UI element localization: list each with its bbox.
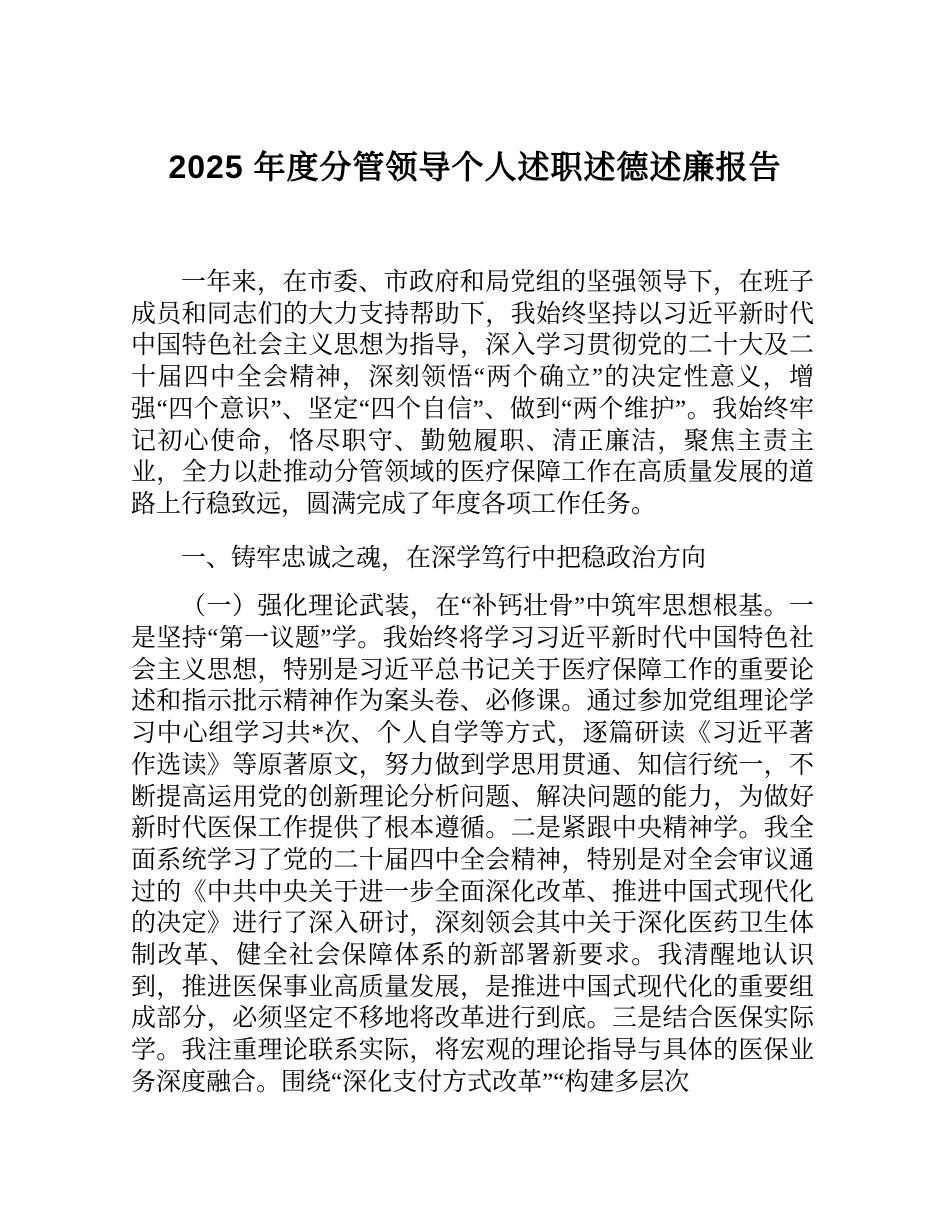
document-body (131, 267, 814, 1099)
paragraph-intro: 一年来，在市委、市政府和局党组的坚强领导下，在班子成员和同志们的大力支持帮助下，我始终坚持以习近平新时代中国特色社会主义思想为指导，深入学习贯彻党的二十大及二十届四中全会精神，深刻领悟“两个确立”的决定性意义，增强“四个意识”、坚定“四个自信”、做到“两个维护”。我始终牢记初心使命，恪尽职守、勤勉履职、清正廉洁，聚焦主责主业，全力以赴推动分管领域的医疗保障工作在高质量发展的道路上行稳致远，圆满完成了年度各项工作任务。 (131, 269, 814, 518)
document-title: 2025 年度分管领导个人述职述德述廉报告 (168, 149, 782, 185)
section-1-heading: 一、铸牢忠诚之魂，在深学笃行中把稳政治方向 (181, 544, 707, 572)
paragraph-section-1-item-1: （一）强化理论武装，在“补钙壮骨”中筑牢思想根基。一是坚持“第一议题”学。我始终将学习习近平新时代中国特色社会主义思想，特别是习近平总书记关于医疗保障工作的重要论述和指示批示精神作为案头卷、必修课。通过参加党组理论学习中心组学习共*次、个人自学等方式，逐篇研读《习近平著作选读》等原著原文，努力做到学思用贯通、知信行统一，不断提高运用党的创新理论分析问题、解决问题的能力，为做好新时代医保工作提供了根本遵循。二是紧跟中央精神学。我全面系统学习了党的二十届四中全会精神，特别是对全会审议通过的《中共中央关于进一步全面深化改革、推进中国式现代化的决定》进行了深入研讨，深刻领会其中关于深化医药卫生体制改革、健全社会保障体系的新部署新要求。我清醒地认识到，推进医保事业高质量发展，是推进中国式现代化的重要组成部分，必须坚定不移地将改革进行到底。三是结合医保实际学。我注重理论联系实际，将宏观的理论指导与具体的医保业务深度融合。围绕“深化支付方式改革”“构建多层次 (131, 593, 814, 1096)
